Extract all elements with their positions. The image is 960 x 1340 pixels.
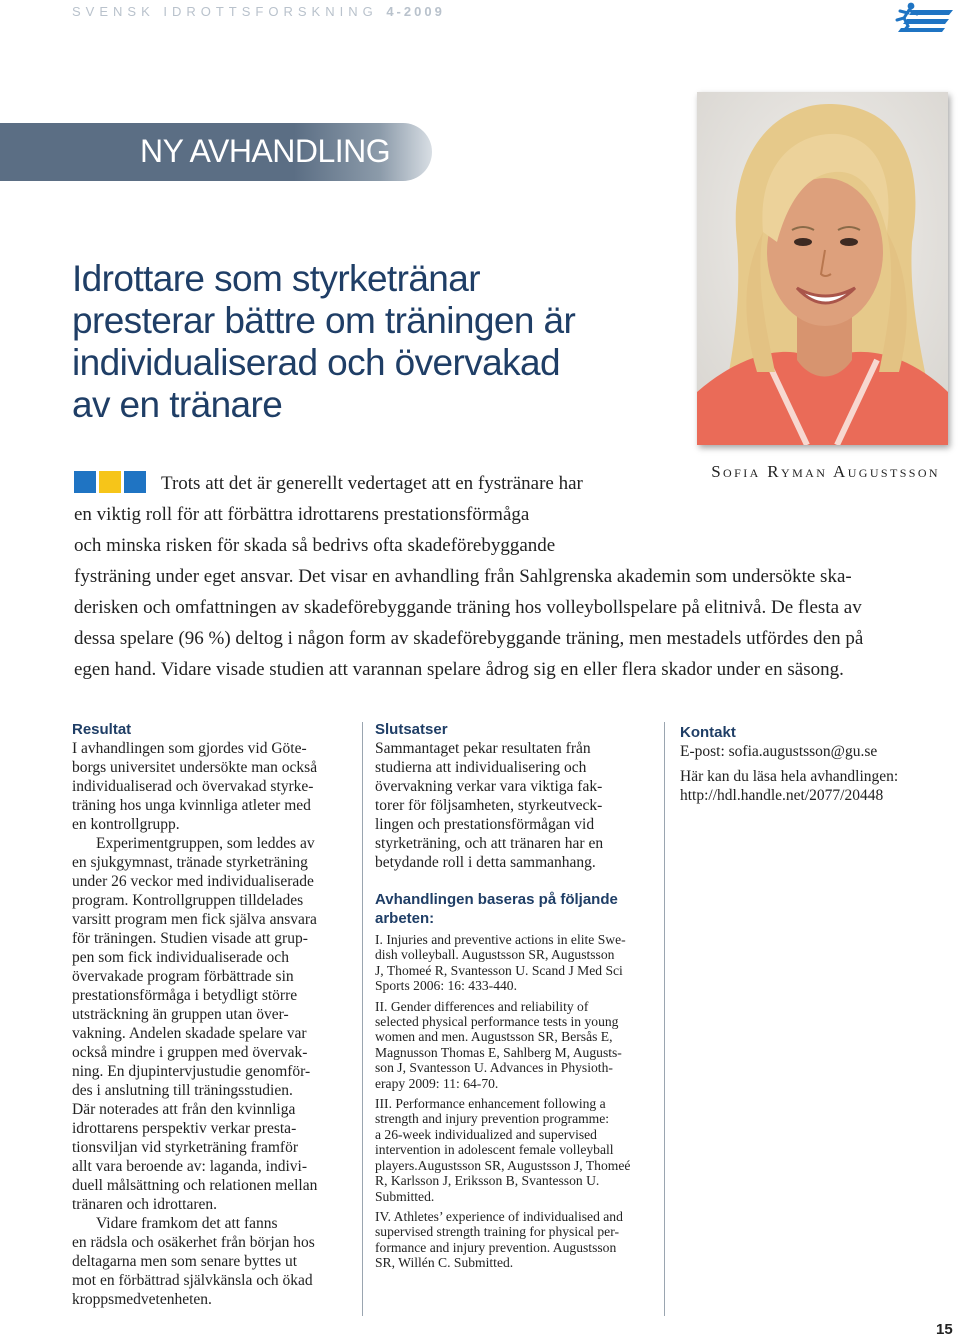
journal-name: SVENSK IDROTTSFORSKNING xyxy=(72,4,378,19)
text-line: en kontrollgrupp. xyxy=(72,816,180,833)
text-line: tionsviljan vid styrketräning framför xyxy=(72,1139,298,1156)
text-line: studierna att individualisering och xyxy=(375,759,587,776)
text-line: också mindre i gruppen med övervak- xyxy=(72,1044,308,1061)
text-line: III. Performance enhancement following a xyxy=(375,1096,606,1112)
lead-line: dessa spelare (96 %) deltog i någon form av skadeförebyggande träning, men mestadels utfördes den på xyxy=(74,628,864,649)
lead-line: derisken och omfattningen av skadeförebyggande träning hos volleybollspelare på elitnivå. De flesta av xyxy=(74,597,862,618)
conclusions-column xyxy=(375,720,655,1276)
text-line: för träningen. Studien visade att grup- xyxy=(72,930,308,947)
text-line: players.Augustsson SR, Augustsson J, Thomeé xyxy=(375,1157,631,1173)
journal-header xyxy=(72,4,445,19)
text-line: Vidare framkom det att fanns xyxy=(96,1215,278,1232)
text-line: supervised strength training for physical per- xyxy=(375,1224,619,1240)
headline-line: presterar bättre om träningen är xyxy=(72,300,576,341)
contact-heading: Kontakt xyxy=(680,724,736,741)
text-line: tränaren och idrottaren. xyxy=(72,1196,218,1213)
reference-item xyxy=(375,1096,655,1204)
text-line: R, Karlsson J, Eriksson B, Svantesson U. xyxy=(375,1173,600,1189)
column-divider xyxy=(362,722,363,1316)
text-line: varsitt program men fick själva ansvara xyxy=(72,911,317,928)
reference-item xyxy=(375,932,655,994)
text-line: borgs universitet undersökte man också xyxy=(72,759,318,776)
lead-paragraph xyxy=(74,468,954,685)
results-paragraph xyxy=(72,739,354,834)
text-line: a 26-week individualized and supervised xyxy=(375,1126,597,1142)
text-line: Där noterades att från den kvinnliga xyxy=(72,1101,296,1118)
text-line: erapy 2009: 11: 64-70. xyxy=(375,1075,499,1091)
text-line: program. Kontrollgruppen tilldelades xyxy=(72,892,304,909)
text-line: övervakning verkar vara viktiga fak- xyxy=(375,778,603,795)
author-byline: Sofia Ryman Augustsson xyxy=(711,462,940,481)
contact-email[interactable]: E-post: sofia.augustsson@gu.se xyxy=(680,743,878,760)
text-line: Experimentgruppen, som leddes av xyxy=(96,835,315,852)
banner-label: NY AVHANDLING xyxy=(140,133,391,169)
text-line: prestationsförmåga i betydligt större xyxy=(72,987,298,1004)
text-line: intervention in adolescent female volleyball xyxy=(375,1142,614,1158)
text-line: des i anslutning till träningsstudien. xyxy=(72,1082,293,1099)
text-line: Magnusson Thomas E, Sahlberg M, Augusts- xyxy=(375,1044,622,1060)
text-line: deltagarna men som senare byttes ut xyxy=(72,1253,298,1270)
text-line: J, Thomeé R, Svantesson U. Scand J Med Sci xyxy=(375,962,623,978)
issue-number: 4-2009 xyxy=(386,4,445,19)
text-line: lingen och prestationsförmågan vid xyxy=(375,816,595,833)
text-line: torer för följsamheten, styrkeutveck- xyxy=(375,797,603,814)
text-line: formance and injury prevention. Augustsson xyxy=(375,1239,617,1255)
text-line: kroppsmedvetenheten. xyxy=(72,1291,212,1308)
conclusions-heading: Slutsatser xyxy=(375,721,448,738)
text-line: strength and injury prevention programme: xyxy=(375,1111,610,1127)
reference-item xyxy=(375,1209,655,1271)
text-line: II. Gender differences and reliability of xyxy=(375,998,589,1014)
text-line: selected physical performance tests in young xyxy=(375,1014,619,1030)
text-line: pen som fick individualiserade och xyxy=(72,949,289,966)
contact-column xyxy=(680,720,950,805)
papers-heading xyxy=(375,890,655,928)
column-divider xyxy=(664,722,665,1316)
lead-line: och minska risken för skada så bedrivs ofta skadeförebyggande xyxy=(74,535,556,556)
section-banner xyxy=(0,123,432,181)
headline-line: individualiserad och övervakad xyxy=(72,342,560,383)
contact-read-label: Här kan du läsa hela avhandlingen: xyxy=(680,768,899,785)
lead-line: Trots att det är generellt vedertaget att en fystränare har xyxy=(161,473,583,494)
reference-list xyxy=(375,932,655,1271)
text-line: I. Injuries and preventive actions in elite Swe- xyxy=(375,932,626,947)
text-line: allt vara beroende av: laganda, indivi- xyxy=(72,1158,307,1175)
lead-line: en viktig roll för att förbättra idrottarens prestationsförmåga xyxy=(74,504,530,525)
text-line: Submitted. xyxy=(375,1188,435,1204)
lead-line: fysträning under eget ansvar. Det visar en avhandling från Sahlgrenska akademin som undersökte ska- xyxy=(74,566,852,587)
text-line: ning. En djupintervjustudie genomför- xyxy=(72,1063,311,1080)
text-line: individualiserad och övervakad styrke- xyxy=(72,778,314,795)
text-line: en sjukgymnast, tränade styrketräning xyxy=(72,854,308,871)
text-line: betydande roll i detta sammanhang. xyxy=(375,854,596,871)
results-paragraph xyxy=(72,834,354,1214)
text-line: duell målsättning och relationen mellan xyxy=(72,1177,318,1194)
text-line: en rädsla och osäkerhet från början hos xyxy=(72,1234,315,1251)
text-line: styrketräning, och att tränaren har en xyxy=(375,835,604,852)
text-line: övervakade program förbättrade sin xyxy=(72,968,294,985)
text-line: son J, Svantesson U. Advances in Physioth- xyxy=(375,1060,613,1076)
text-line: SR, Willén C. Submitted. xyxy=(375,1255,514,1271)
headline-line: av en tränare xyxy=(72,384,283,425)
text-line: Sammantaget pekar resultaten från xyxy=(375,740,591,757)
page-number: 15 xyxy=(936,1321,953,1338)
text-line: under 26 veckor med individualiserade xyxy=(72,873,314,890)
text-line: mot en förbättrad självkänsla och ökad xyxy=(72,1272,313,1289)
text-line: dish volleyball. Augustsson SR, Augustsson xyxy=(375,947,615,963)
article-headline xyxy=(72,258,652,426)
conclusions-paragraph xyxy=(375,739,655,872)
text-line: Sports 2006: 16: 433-440. xyxy=(375,978,517,994)
text-line: utsträckning än gruppen utan över- xyxy=(72,1006,289,1023)
text-line: women and men. Augustsson SR, Bersås E, xyxy=(375,1029,613,1045)
text-line: IV. Athletes’ experience of individualised and xyxy=(375,1208,623,1224)
reference-item xyxy=(375,999,655,1091)
text-line: I avhandlingen som gjordes vid Göte- xyxy=(72,740,307,757)
text-line: idrottarens perspektiv verkar presta- xyxy=(72,1120,297,1137)
lead-line: egen hand. Vidare visade studien att varannan spelare ådrog sig en eller flera skador under en säsong. xyxy=(74,659,844,680)
runner-logo-icon xyxy=(895,2,953,32)
text-line: träning hos unga kvinnliga atleter med xyxy=(72,797,311,814)
text-line: arbeten: xyxy=(375,910,435,927)
headline-line: Idrottare som styrketränar xyxy=(72,258,480,299)
results-paragraph xyxy=(72,1214,354,1309)
author-portrait-photo xyxy=(697,92,948,445)
thesis-link[interactable]: http://hdl.handle.net/2077/20448 xyxy=(680,787,884,804)
text-line: vakning. Andelen skadade spelare var xyxy=(72,1025,307,1042)
results-heading: Resultat xyxy=(72,721,132,738)
results-column xyxy=(72,720,354,1309)
text-line: Avhandlingen baseras på följande xyxy=(375,891,618,908)
